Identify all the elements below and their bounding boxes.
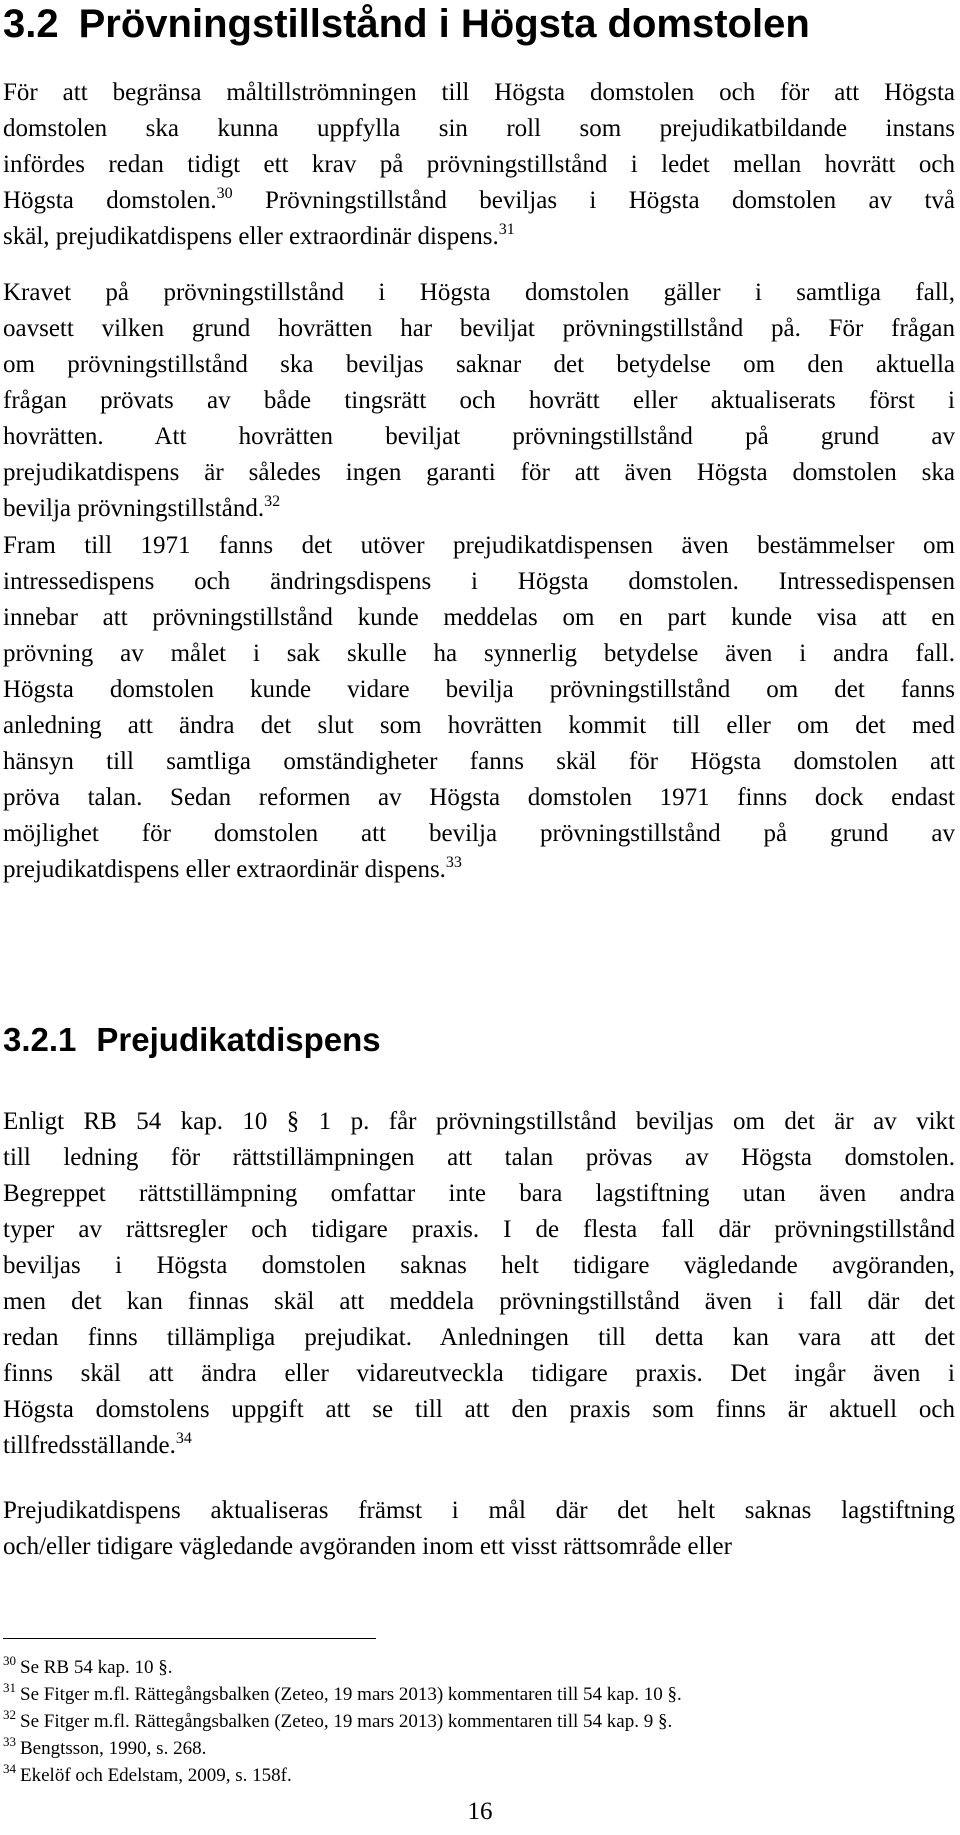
footnote (3, 1762, 955, 1789)
text-line (3, 564, 955, 600)
line-text: Högsta domstolens uppgift att se till att den praxis som finns är aktuell och (3, 1396, 955, 1423)
line-text: hovrätten. Att hovrätten beviljat prövningstillstånd på grund av (3, 423, 955, 450)
footnote-text: Se Fitger m.fl. Rättegångsbalken (Zeteo, 19 mars 2013) kommentaren till 54 kap. 9 §. (20, 1711, 673, 1732)
text-line (3, 1392, 955, 1428)
text-line (3, 1284, 955, 1320)
text-line (3, 780, 955, 816)
line-text-continued: Prövningstillstånd beviljas i Högsta domstolen av två (232, 187, 955, 214)
section-heading (3, 0, 810, 48)
line-text: till ledning för rättstillämpningen att talan prövas av Högsta domstolen. (3, 1144, 955, 1171)
line-text: Fram till 1971 fanns det utöver prejudikatdispensen även bestämmelser om (3, 532, 955, 559)
text-line (3, 1212, 955, 1248)
line-text: intressedispens och ändringsdispens i Högsta domstolen. Intressedispensen (3, 568, 955, 595)
footnotes (3, 1654, 955, 1789)
text-line (3, 455, 955, 491)
text-line (3, 1248, 955, 1284)
text-line (3, 744, 955, 780)
text-line (3, 1176, 955, 1212)
line-text: Högsta domstolen. (3, 187, 217, 214)
text-line (3, 1320, 955, 1356)
line-text: om prövningstillstånd ska beviljas saknar det betydelse om den aktuella (3, 351, 955, 378)
line-text: Kravet på prövningstillstånd i Högsta domstolen gäller i samtliga fall, (3, 279, 955, 306)
text-line (3, 636, 955, 672)
line-text: Högsta domstolen kunde vidare bevilja prövningstillstånd om det fanns (3, 676, 955, 703)
footnote-reference[interactable]: 32 (264, 493, 281, 510)
text-line (3, 347, 955, 383)
subsection-heading (3, 1020, 381, 1060)
text-line (3, 419, 955, 455)
line-text: Begreppet rättstillämpning omfattar inte bara lagstiftning utan även andra (3, 1180, 955, 1207)
text-line (3, 219, 955, 255)
footnote-reference[interactable]: 34 (175, 1430, 192, 1447)
line-text: tillfredsställande. (3, 1432, 176, 1459)
text-line (3, 383, 955, 419)
paragraph-kravet (3, 275, 955, 527)
footnote-number: 30 (3, 1653, 16, 1668)
footnote-reference[interactable]: 30 (216, 185, 233, 202)
line-text: beviljas i Högsta domstolen saknas helt tidigare vägledande avgöranden, (3, 1252, 955, 1279)
line-text: bevilja prövningstillstånd. (3, 495, 265, 522)
paragraph-rb (3, 1104, 955, 1464)
footnote-number: 32 (3, 1707, 16, 1722)
text-line (3, 528, 955, 564)
text-line (3, 491, 955, 527)
line-text: infördes redan tidigt ett krav på prövningstillstånd i ledet mellan hovrätt och (3, 151, 955, 178)
text-line (3, 1140, 955, 1176)
footnote-reference[interactable]: 31 (498, 221, 515, 238)
section-title: Prövningstillstånd i Högsta domstolen (78, 2, 810, 46)
footnote-text: Se Fitger m.fl. Rättegångsbalken (Zeteo, 19 mars 2013) kommentaren till 54 kap. 10 §. (20, 1684, 682, 1705)
footnote (3, 1708, 955, 1735)
line-text: pröva talan. Sedan reformen av Högsta domstolen 1971 finns dock endast (3, 784, 955, 811)
text-line (3, 75, 955, 111)
text-line (3, 1529, 955, 1565)
line-text: prövning av målet i sak skulle ha synnerlig betydelse även i andra fall. (3, 640, 955, 667)
footnote (3, 1735, 955, 1762)
footnote (3, 1681, 955, 1708)
text-line (3, 1428, 955, 1464)
section-number: 3.2 (3, 2, 59, 46)
line-text: typer av rättsregler och tidigare praxis. I de flesta fall där prövningstillstånd (3, 1216, 955, 1243)
line-text: hänsyn till samtliga omständigheter fanns skäl för Högsta domstolen att (3, 748, 955, 775)
line-text: prejudikatdispens är således ingen garanti för att även Högsta domstolen ska (3, 459, 955, 486)
line-text: oavsett vilken grund hovrätten har beviljat prövningstillstånd på. För frågan (3, 315, 955, 342)
paragraph-aktualiseras (3, 1493, 955, 1565)
text-line (3, 183, 955, 219)
line-text: möjlighet för domstolen att bevilja prövningstillstånd på grund av (3, 820, 955, 847)
line-text: men det kan finnas skäl att meddela prövningstillstånd även i fall där det (3, 1288, 955, 1315)
text-line (3, 275, 955, 311)
footnote (3, 1654, 955, 1681)
line-text: prejudikatdispens eller extraordinär dispens. (3, 856, 446, 883)
footnote-number: 31 (3, 1680, 16, 1695)
footnote-text: Ekelöf och Edelstam, 2009, s. 158f. (20, 1765, 292, 1786)
text-line (3, 1493, 955, 1529)
text-line (3, 852, 955, 888)
footnote-text: Se RB 54 kap. 10 §. (20, 1657, 173, 1678)
line-text: redan finns tillämpliga prejudikat. Anledningen till detta kan vara att det (3, 1324, 955, 1351)
line-text: finns skäl att ändra eller vidareutveckla tidigare praxis. Det ingår även i (3, 1360, 955, 1387)
text-line (3, 1104, 955, 1140)
footnote-reference[interactable]: 33 (445, 854, 462, 871)
line-text: och/eller tidigare vägledande avgöranden inom ett visst rättsområde eller (3, 1533, 732, 1560)
page-number: 16 (467, 1798, 493, 1825)
footnote-text: Bengtsson, 1990, s. 268. (20, 1738, 207, 1759)
line-text: frågan prövats av både tingsrätt och hovrätt eller aktualiserats först i (3, 387, 955, 414)
line-text: domstolen ska kunna uppfylla sin roll som prejudikatbildande instans (3, 115, 955, 142)
line-text: För att begränsa måltillströmningen till Högsta domstolen och för att Högsta (3, 79, 955, 106)
paragraph-historik (3, 528, 955, 888)
footnote-number: 33 (3, 1734, 16, 1749)
text-line (3, 708, 955, 744)
paragraph-intro (3, 75, 955, 255)
text-line (3, 600, 955, 636)
line-text: Prejudikatdispens aktualiseras främst i mål där det helt saknas lagstiftning (3, 1497, 955, 1524)
line-text: skäl, prejudikatdispens eller extraordinär dispens. (3, 223, 499, 250)
subsection-number: 3.2.1 (3, 1021, 77, 1058)
text-line (3, 816, 955, 852)
footnote-separator (3, 1638, 376, 1639)
text-line (3, 111, 955, 147)
text-line (3, 1356, 955, 1392)
subsection-title: Prejudikatdispens (96, 1021, 381, 1058)
text-line (3, 672, 955, 708)
line-text: anledning att ändra det slut som hovrätten kommit till eller om det med (3, 712, 955, 739)
text-line (3, 147, 955, 183)
line-text: Enligt RB 54 kap. 10 § 1 p. får prövningstillstånd beviljas om det är av vikt (3, 1108, 955, 1135)
footnote-number: 34 (3, 1761, 16, 1776)
line-text: innebar att prövningstillstånd kunde meddelas om en part kunde visa att en (3, 604, 955, 631)
text-line (3, 311, 955, 347)
